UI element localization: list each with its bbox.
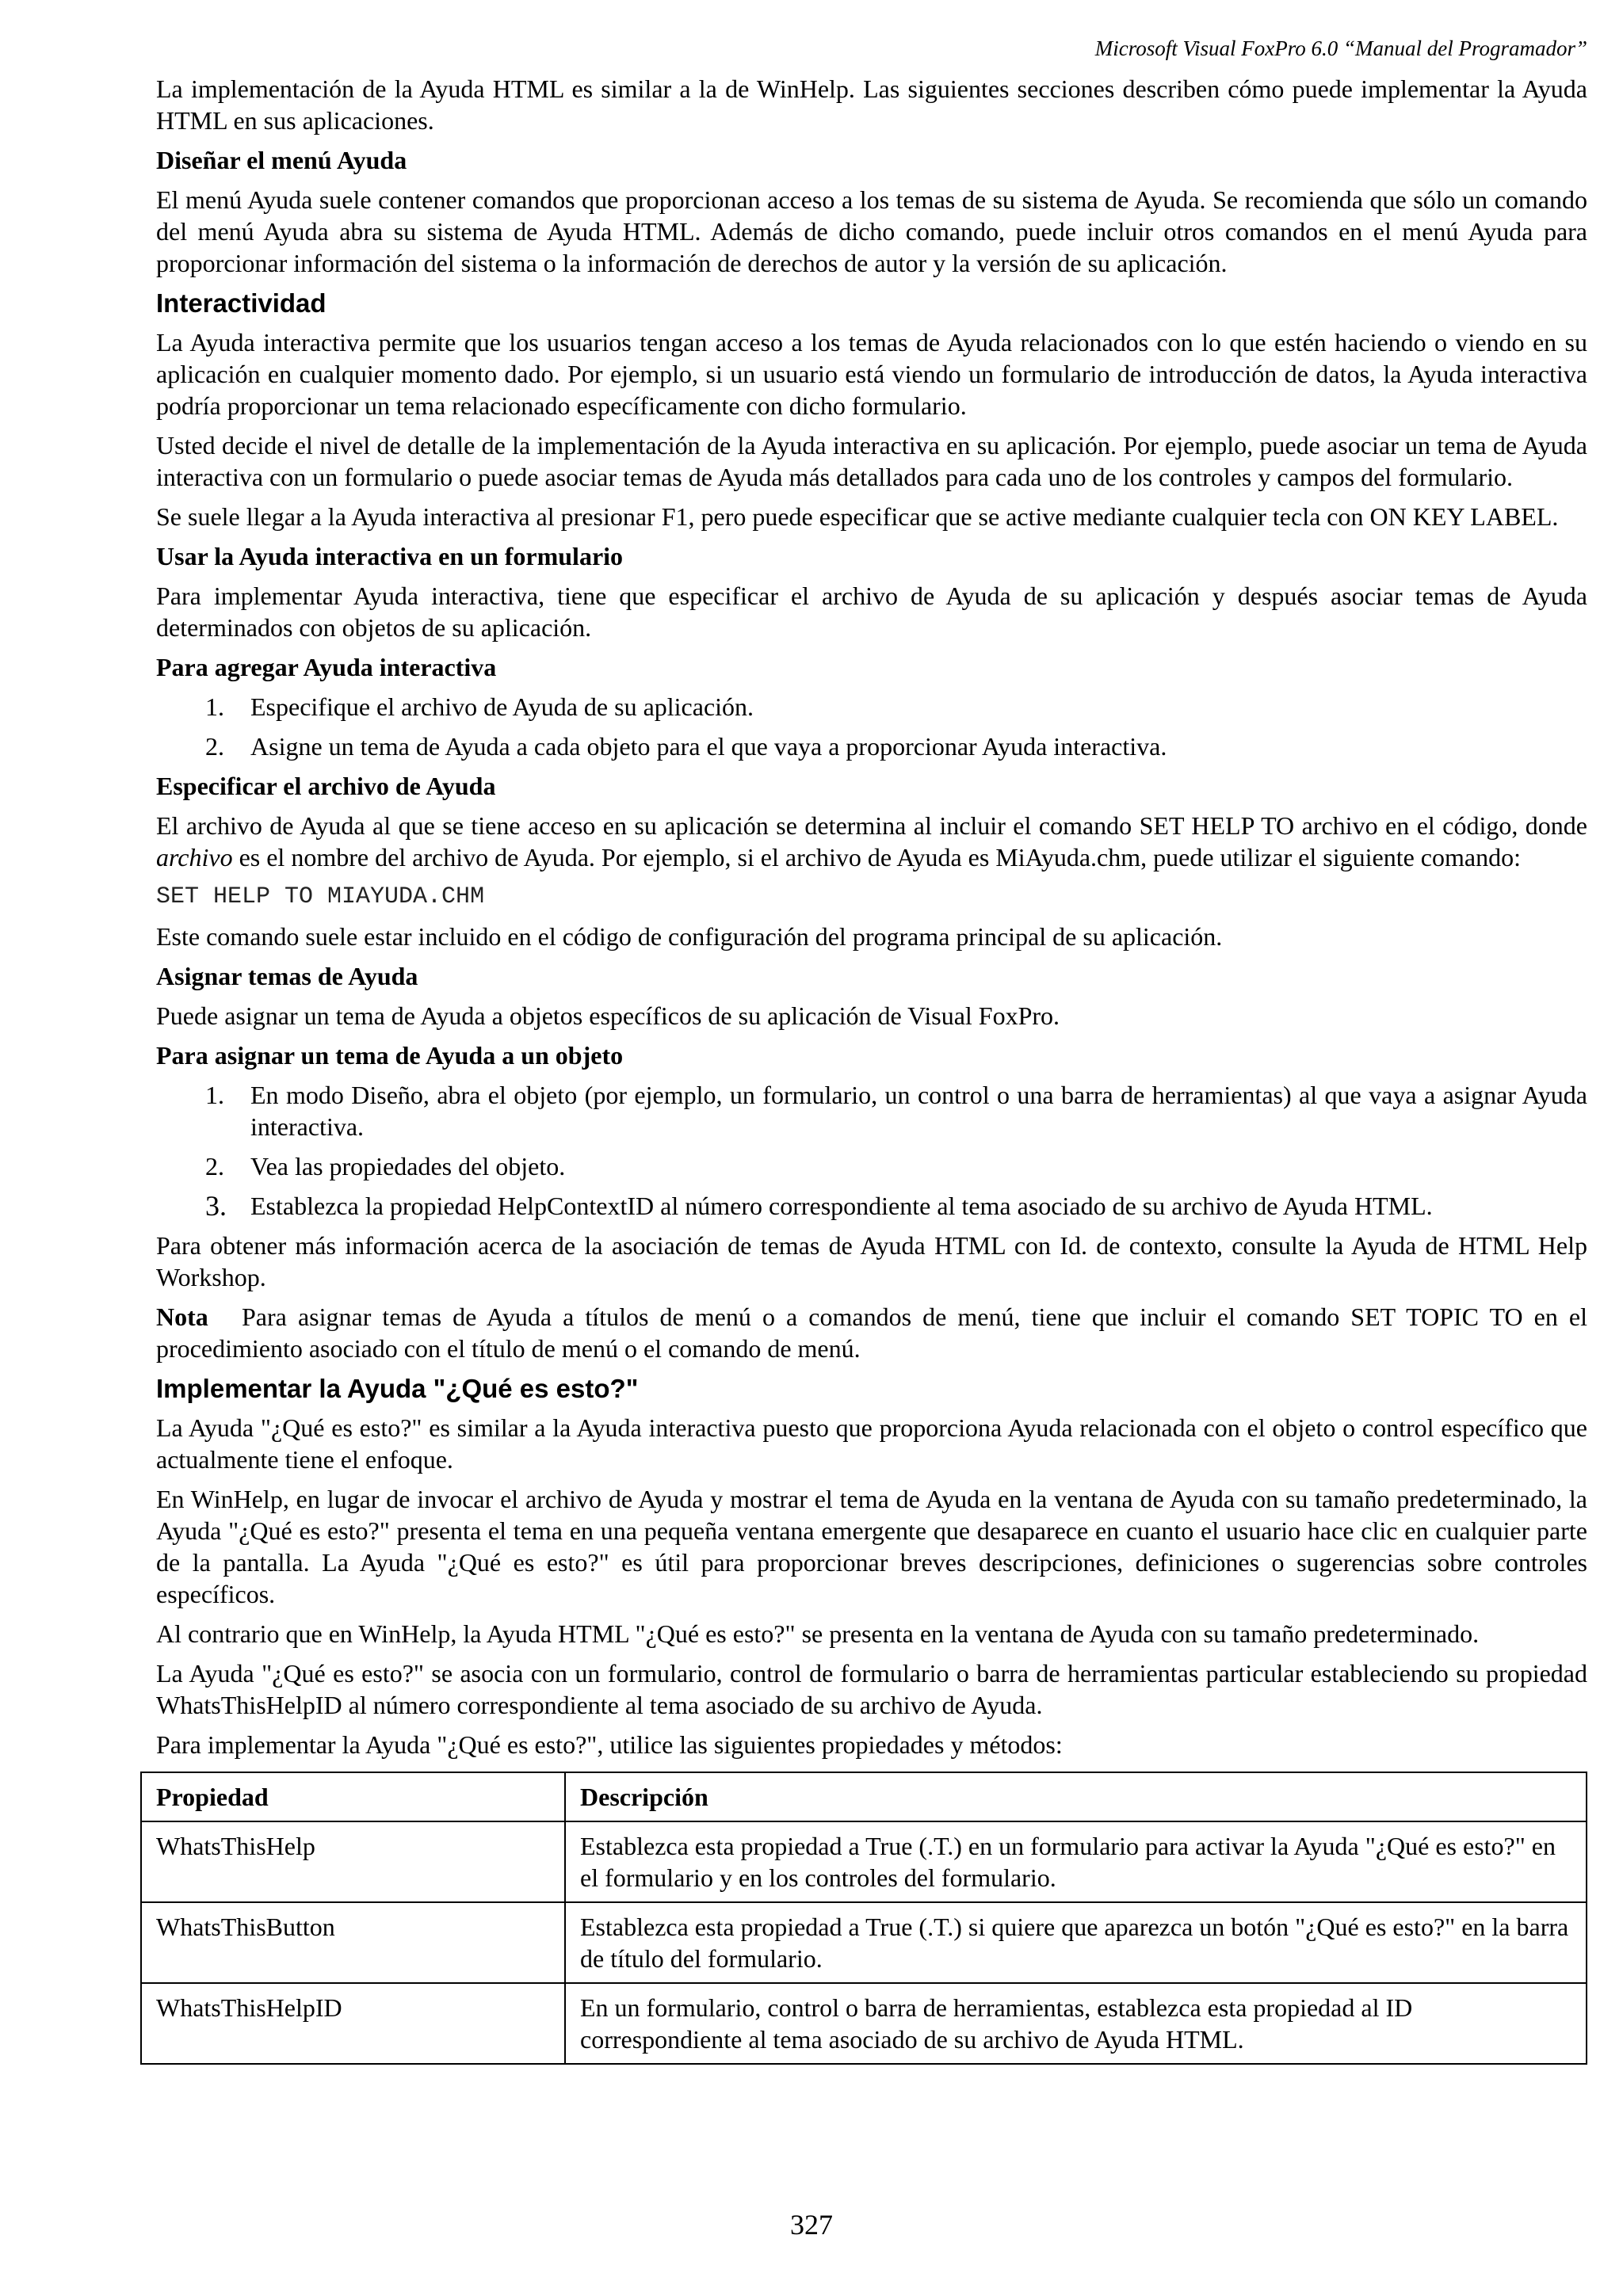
menu-paragraph: El menú Ayuda suele contener comandos que proporcionan acceso a los temas de su sistema de Ayuda. Se recomienda que sólo un comando del menú Ayuda abra su sistema de Ayuda HTML. Además de dicho comando, puede incluir otros comandos en el menú Ayuda para proporcionar información del sistema o la información de derechos de autor y la versión de su aplicación. <box>156 185 1587 277</box>
note-label: Nota <box>156 1302 208 1331</box>
step-text: Vea las propiedades del objeto. <box>250 1152 566 1180</box>
step-number: 2. <box>205 1152 224 1180</box>
heading-que-es-esto: Implementar la Ayuda "¿Qué es esto?" <box>156 1374 639 1403</box>
table-cell-description: Establezca esta propiedad a True (.T.) en un formulario para activar la Ayuda "¿Qué es esto?" en el formulario y en los controles del formulario. <box>565 1821 1587 1902</box>
step-number: 1. <box>205 692 224 721</box>
file-after-paragraph: Este comando suele estar incluido en el código de configuración del programa principal de su aplicación. <box>156 922 1223 951</box>
procedure-heading-agregar: Para agregar Ayuda interactiva <box>156 653 497 681</box>
assign-paragraph: Puede asignar un tema de Ayuda a objetos específicos de su aplicación de Visual FoxPro. <box>156 1001 1060 1030</box>
list-item <box>156 691 1587 723</box>
document-page <box>156 35 1587 2065</box>
heading-usar-ayuda-formulario: Usar la Ayuda interactiva en un formulario <box>156 542 624 570</box>
file-paragraph-emphasis: archivo <box>156 843 233 871</box>
interactive-paragraph-2: Usted decide el nivel de detalle de la implementación de la Ayuda interactiva en su aplicación. Por ejemplo, puede asociar un tema de Ayuda interactiva con un formulario o puede asociar temas de Ayuda más detallados para cada uno de los controles y campos del formulario. <box>156 431 1587 491</box>
whatsthis-paragraph-2: En WinHelp, en lugar de invocar el archivo de Ayuda y mostrar el tema de Ayuda en la ventana de Ayuda con su tamaño predeterminado, la Ayuda "¿Qué es esto?" presenta el tema en una pequeña ventana emergente que desaparece en cuanto el usuario hace clic en cualquier parte de la pantalla. La Ayuda "¿Qué es esto?" es útil para proporcionar breves descripciones, definiciones o sugerencias sobre controles específicos. <box>156 1485 1587 1608</box>
list-item <box>156 1190 1587 1222</box>
step-number: 3. <box>205 1190 227 1222</box>
table-row <box>141 1821 1587 1902</box>
form-paragraph: Para implementar Ayuda interactiva, tiene que especificar el archivo de Ayuda de su aplicación y después asociar temas de Ayuda determinados con objetos de su aplicación. <box>156 582 1587 642</box>
step-text: Asigne un tema de Ayuda a cada objeto para el que vaya a proporcionar Ayuda interactiva. <box>250 732 1167 761</box>
list-item <box>156 1079 1587 1142</box>
step-text: En modo Diseño, abra el objeto (por ejemplo, un formulario, un control o una barra de herramientas) al que vaya a asignar Ayuda interactiva. <box>250 1081 1587 1141</box>
interactive-paragraph-1: La Ayuda interactiva permite que los usuarios tengan acceso a los temas de Ayuda relacionados con lo que estén haciendo o viendo en su aplicación en cualquier momento dado. Por ejemplo, si un usuario está viendo un formulario de introducción de datos, la Ayuda interactiva podría proporcionar un tema relacionado específicamente con dicho formulario. <box>156 328 1587 420</box>
list-item <box>156 730 1587 762</box>
file-paragraph-post: es el nombre del archivo de Ayuda. Por ejemplo, si el archivo de Ayuda es MiAyuda.chm, puede utilizar el siguiente comando: <box>232 843 1521 871</box>
intro-paragraph: La implementación de la Ayuda HTML es similar a la de WinHelp. Las siguientes secciones describen cómo puede implementar la Ayuda HTML en sus aplicaciones. <box>156 74 1587 135</box>
step-text: Establezca la propiedad HelpContextID al número correspondiente al tema asociado de su archivo de Ayuda HTML. <box>250 1192 1433 1220</box>
whatsthis-paragraph-3: Al contrario que en WinHelp, la Ayuda HTML "¿Qué es esto?" se presenta en la ventana de Ayuda con su tamaño predeterminado. <box>156 1619 1480 1648</box>
procedure-heading-asignar: Para asignar un tema de Ayuda a un objeto <box>156 1041 624 1070</box>
interactive-paragraph-3: Se suele llegar a la Ayuda interactiva al presionar F1, pero puede especificar que se active mediante cualquier tecla con ON KEY LABEL. <box>156 502 1559 531</box>
note-paragraph <box>156 1301 1587 1364</box>
table-cell-property: WhatsThisHelpID <box>141 1983 565 2064</box>
note-text: Para asignar temas de Ayuda a títulos de menú o a comandos de menú, tiene que incluir el comando SET TOPIC TO en el procedimiento asociado con el título de menú o el comando de menú. <box>156 1302 1587 1363</box>
table-cell-description: En un formulario, control o barra de herramientas, establezca esta propiedad al ID correspondiente al tema asociado de su archivo de Ayuda HTML. <box>565 1983 1587 2064</box>
whatsthis-paragraph-1: La Ayuda "¿Qué es esto?" es similar a la Ayuda interactiva puesto que proporciona Ayuda relacionada con el objeto o control específico que actualmente tiene el enfoque. <box>156 1413 1587 1474</box>
table-cell-description: Establezca esta propiedad a True (.T.) si quiere que aparezca un botón "¿Qué es esto?" en la barra de título del formulario. <box>565 1902 1587 1983</box>
step-text: Especifique el archivo de Ayuda de su aplicación. <box>250 692 754 721</box>
more-info-paragraph: Para obtener más información acerca de la asociación de temas de Ayuda HTML con Id. de contexto, consulte la Ayuda de HTML Help Workshop. <box>156 1231 1587 1291</box>
whatsthis-paragraph-5: Para implementar la Ayuda "¿Qué es esto?", utilice las siguientes propiedades y métodos: <box>156 1730 1063 1759</box>
step-number: 2. <box>205 732 224 761</box>
table-cell-property: WhatsThisButton <box>141 1902 565 1983</box>
table-header-propiedad: Propiedad <box>141 1772 565 1821</box>
file-paragraph <box>156 810 1587 873</box>
heading-disenar-menu: Diseñar el menú Ayuda <box>156 146 407 174</box>
table-header-descripcion: Descripción <box>565 1772 1587 1821</box>
code-sample: SET HELP TO MIAYUDA.CHM <box>156 883 485 910</box>
table-row <box>141 1983 1587 2064</box>
list-item <box>156 1150 1587 1182</box>
file-paragraph-pre: El archivo de Ayuda al que se tiene acceso en su aplicación se determina al incluir el comando SET HELP TO archivo en el código, donde <box>156 811 1587 840</box>
properties-table <box>140 1772 1587 2065</box>
table-cell-property: WhatsThisHelp <box>141 1821 565 1902</box>
heading-interactividad: Interactividad <box>156 288 327 318</box>
whatsthis-paragraph-4: La Ayuda "¿Qué es esto?" se asocia con un formulario, control de formulario o barra de herramientas particular estableciendo su propiedad WhatsThisHelpID al número correspondiente al tema asociado de su archivo de Ayuda. <box>156 1659 1587 1719</box>
procedure-list-asignar <box>156 1079 1587 1222</box>
heading-asignar-temas: Asignar temas de Ayuda <box>156 962 418 990</box>
table-row <box>141 1902 1587 1983</box>
page-number: 327 <box>790 2209 833 2241</box>
heading-especificar-archivo: Especificar el archivo de Ayuda <box>156 772 496 800</box>
table-header-row <box>141 1772 1587 1821</box>
step-number: 1. <box>205 1081 224 1109</box>
procedure-list-agregar <box>156 691 1587 762</box>
running-header: Microsoft Visual FoxPro 6.0 “Manual del Programador” <box>1094 36 1587 60</box>
